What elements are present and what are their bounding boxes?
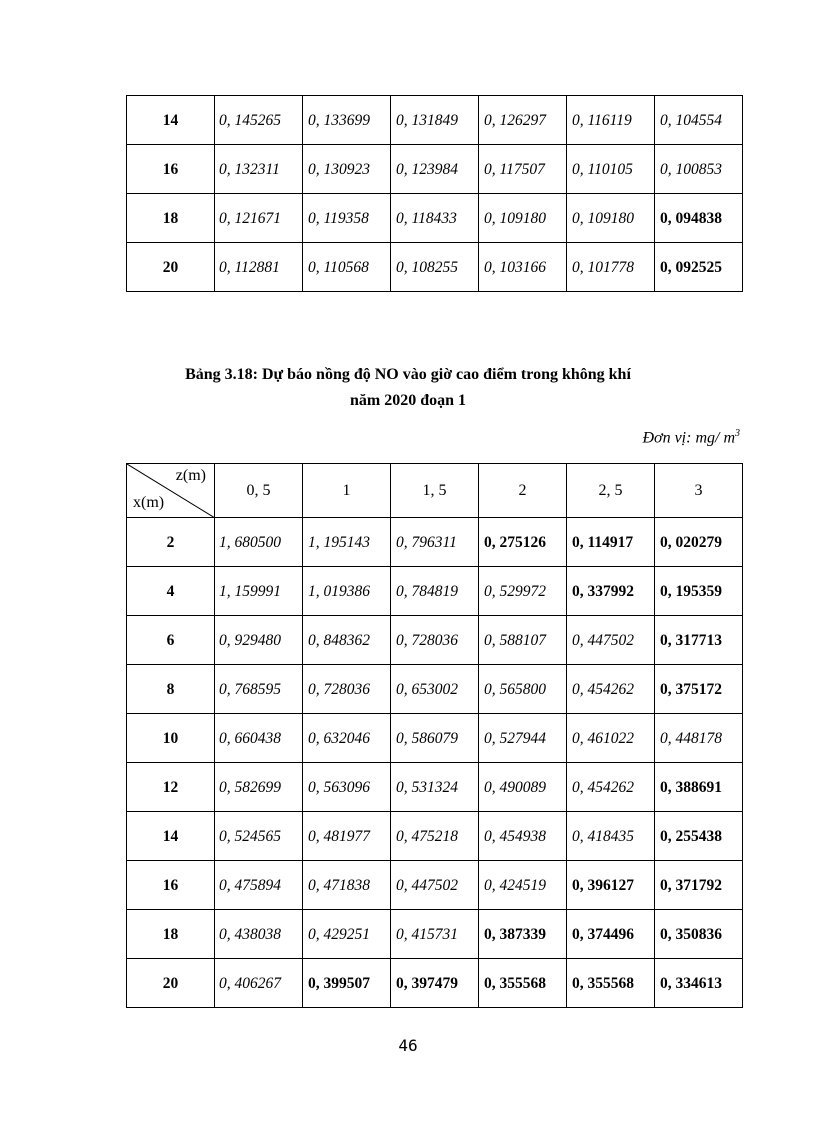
concentration-cell: 0, 397479 — [391, 959, 479, 1008]
concentration-cell: 0, 112881 — [215, 243, 303, 292]
concentration-cell: 0, 424519 — [479, 861, 567, 910]
concentration-cell: 0, 475218 — [391, 812, 479, 861]
x-value-cell: 2 — [127, 518, 215, 567]
concentration-cell: 0, 471838 — [303, 861, 391, 910]
column-header: 2 — [479, 464, 567, 518]
table-row — [127, 861, 743, 910]
concentration-cell: 0, 563096 — [303, 763, 391, 812]
concentration-cell: 0, 524565 — [215, 812, 303, 861]
z-axis-label: z(m) — [175, 467, 206, 484]
x-value-cell: 20 — [127, 243, 215, 292]
concentration-cell: 0, 117507 — [479, 145, 567, 194]
concentration-cell: 0, 418435 — [567, 812, 655, 861]
concentration-cell: 0, 429251 — [303, 910, 391, 959]
concentration-cell: 0, 108255 — [391, 243, 479, 292]
x-value-cell: 4 — [127, 567, 215, 616]
concentration-cell: 0, 103166 — [479, 243, 567, 292]
concentration-cell: 0, 119358 — [303, 194, 391, 243]
concentration-cell: 0, 399507 — [303, 959, 391, 1008]
table-row — [127, 96, 743, 145]
concentration-cell: 0, 126297 — [479, 96, 567, 145]
x-value-cell: 16 — [127, 145, 215, 194]
table-row — [127, 243, 743, 292]
column-header: 1, 5 — [391, 464, 479, 518]
concentration-cell: 0, 116119 — [567, 96, 655, 145]
concentration-cell: 0, 660438 — [215, 714, 303, 763]
concentration-cell: 0, 132311 — [215, 145, 303, 194]
column-header: 0, 5 — [215, 464, 303, 518]
concentration-cell: 0, 092525 — [655, 243, 743, 292]
concentration-cell: 0, 375172 — [655, 665, 743, 714]
concentration-cell: 0, 371792 — [655, 861, 743, 910]
unit-superscript: 3 — [735, 428, 740, 439]
concentration-cell: 0, 784819 — [391, 567, 479, 616]
concentration-cell: 0, 195359 — [655, 567, 743, 616]
unit-text: Đơn vị: mg/ m — [642, 429, 735, 447]
concentration-cell: 0, 415731 — [391, 910, 479, 959]
table-row — [127, 910, 743, 959]
concentration-cell: 0, 094838 — [655, 194, 743, 243]
concentration-cell: 0, 334613 — [655, 959, 743, 1008]
concentration-cell: 0, 350836 — [655, 910, 743, 959]
x-value-cell: 20 — [127, 959, 215, 1008]
concentration-cell: 0, 110105 — [567, 145, 655, 194]
concentration-cell: 0, 114917 — [567, 518, 655, 567]
concentration-cell: 0, 355568 — [479, 959, 567, 1008]
concentration-cell: 0, 337992 — [567, 567, 655, 616]
concentration-cell: 0, 255438 — [655, 812, 743, 861]
concentration-cell: 0, 388691 — [655, 763, 743, 812]
concentration-cell: 1, 159991 — [215, 567, 303, 616]
column-header: 2, 5 — [567, 464, 655, 518]
concentration-cell: 0, 374496 — [567, 910, 655, 959]
concentration-cell: 0, 387339 — [479, 910, 567, 959]
concentration-cell: 0, 104554 — [655, 96, 743, 145]
table-row — [127, 959, 743, 1008]
concentration-cell: 1, 019386 — [303, 567, 391, 616]
concentration-cell: 0, 454262 — [567, 665, 655, 714]
concentration-cell: 0, 796311 — [391, 518, 479, 567]
concentration-cell: 0, 728036 — [391, 616, 479, 665]
x-value-cell: 8 — [127, 665, 215, 714]
table-row — [127, 665, 743, 714]
concentration-cell: 0, 317713 — [655, 616, 743, 665]
table-row — [127, 518, 743, 567]
x-axis-label: x(m) — [133, 494, 165, 511]
unit-label — [642, 428, 740, 447]
concentration-cell: 0, 632046 — [303, 714, 391, 763]
table-row — [127, 145, 743, 194]
concentration-cell: 0, 447502 — [391, 861, 479, 910]
table-row — [127, 194, 743, 243]
x-value-cell: 12 — [127, 763, 215, 812]
concentration-cell: 0, 527944 — [479, 714, 567, 763]
concentration-cell: 0, 531324 — [391, 763, 479, 812]
concentration-cell: 0, 131849 — [391, 96, 479, 145]
x-value-cell: 6 — [127, 616, 215, 665]
concentration-cell: 0, 653002 — [391, 665, 479, 714]
concentration-cell: 0, 275126 — [479, 518, 567, 567]
concentration-cell: 0, 768595 — [215, 665, 303, 714]
concentration-cell: 0, 448178 — [655, 714, 743, 763]
x-value-cell: 14 — [127, 96, 215, 145]
concentration-cell: 0, 396127 — [567, 861, 655, 910]
column-header: 3 — [655, 464, 743, 518]
concentration-cell: 0, 133699 — [303, 96, 391, 145]
no-concentration-table — [126, 463, 743, 1008]
column-header: 1 — [303, 464, 391, 518]
continued-data-table — [126, 95, 743, 292]
concentration-cell: 0, 454938 — [479, 812, 567, 861]
concentration-cell: 0, 406267 — [215, 959, 303, 1008]
concentration-cell: 0, 565800 — [479, 665, 567, 714]
concentration-cell: 0, 728036 — [303, 665, 391, 714]
concentration-cell: 0, 588107 — [479, 616, 567, 665]
x-value-cell: 18 — [127, 910, 215, 959]
concentration-cell: 0, 848362 — [303, 616, 391, 665]
concentration-cell: 0, 123984 — [391, 145, 479, 194]
concentration-cell: 0, 121671 — [215, 194, 303, 243]
concentration-cell: 0, 145265 — [215, 96, 303, 145]
concentration-cell: 0, 481977 — [303, 812, 391, 861]
concentration-cell: 0, 586079 — [391, 714, 479, 763]
concentration-cell: 0, 109180 — [567, 194, 655, 243]
concentration-cell: 0, 109180 — [479, 194, 567, 243]
concentration-cell: 0, 101778 — [567, 243, 655, 292]
concentration-cell: 0, 110568 — [303, 243, 391, 292]
table-row — [127, 714, 743, 763]
header-row — [127, 464, 743, 518]
concentration-cell: 0, 100853 — [655, 145, 743, 194]
concentration-cell: 0, 355568 — [567, 959, 655, 1008]
x-value-cell: 10 — [127, 714, 215, 763]
x-value-cell: 16 — [127, 861, 215, 910]
concentration-cell: 0, 130923 — [303, 145, 391, 194]
concentration-cell: 0, 490089 — [479, 763, 567, 812]
concentration-cell: 0, 929480 — [215, 616, 303, 665]
concentration-cell: 0, 454262 — [567, 763, 655, 812]
concentration-cell: 0, 118433 — [391, 194, 479, 243]
table-row — [127, 812, 743, 861]
table-row — [127, 567, 743, 616]
table-row — [127, 616, 743, 665]
diagonal-header-cell — [127, 464, 215, 518]
table-caption-line-1: Bảng 3.18: Dự báo nồng độ NO vào giờ cao điểm trong không khí — [185, 366, 631, 383]
table-caption-line-2: năm 2020 đoạn 1 — [349, 392, 467, 409]
concentration-cell: 0, 475894 — [215, 861, 303, 910]
concentration-cell: 0, 447502 — [567, 616, 655, 665]
x-value-cell: 18 — [127, 194, 215, 243]
concentration-cell: 0, 461022 — [567, 714, 655, 763]
concentration-cell: 1, 195143 — [303, 518, 391, 567]
x-value-cell: 14 — [127, 812, 215, 861]
page-number: 46 — [398, 1036, 418, 1055]
concentration-cell: 0, 020279 — [655, 518, 743, 567]
table-row — [127, 763, 743, 812]
concentration-cell: 0, 529972 — [479, 567, 567, 616]
concentration-cell: 0, 582699 — [215, 763, 303, 812]
concentration-cell: 0, 438038 — [215, 910, 303, 959]
concentration-cell: 1, 680500 — [215, 518, 303, 567]
